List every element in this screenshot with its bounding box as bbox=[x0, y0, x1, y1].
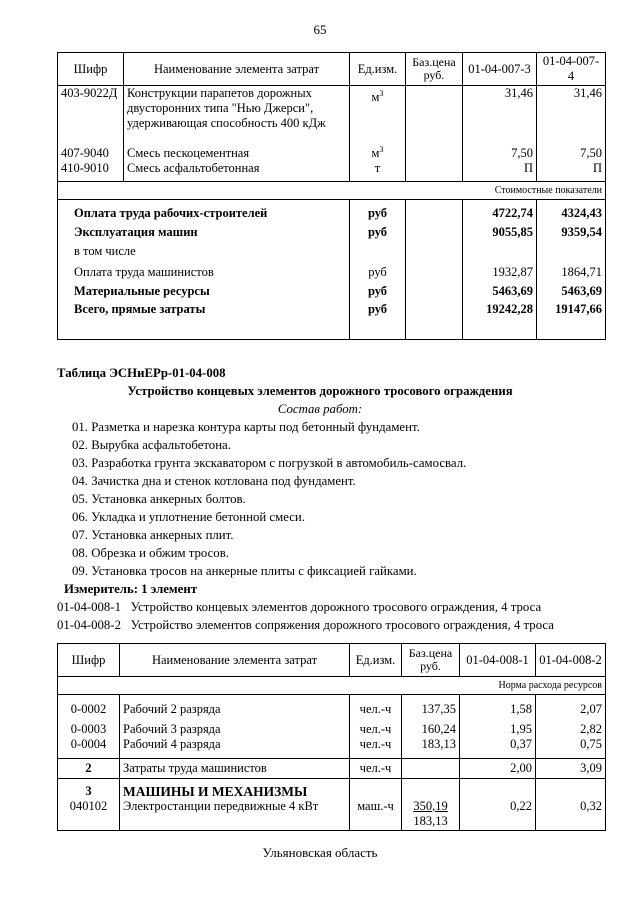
summary-row bbox=[58, 299, 606, 339]
row-code: 040102 bbox=[58, 799, 120, 831]
summary-price bbox=[406, 259, 463, 280]
cost-table-01-04-007 bbox=[57, 52, 606, 340]
header-name: Наименование элемента затрат bbox=[124, 53, 350, 86]
header-unit: Ед.изм. bbox=[350, 53, 406, 86]
row-value-2: 2,82 bbox=[536, 717, 606, 737]
section-label: Стоимостные показатели bbox=[58, 181, 606, 199]
footer-region: Ульяновская область bbox=[262, 845, 378, 860]
row-price-1: 350,19 bbox=[413, 798, 448, 813]
resource-table-01-04-008 bbox=[57, 643, 606, 831]
table-row bbox=[58, 759, 606, 779]
summary-value-1: 19242,28 bbox=[463, 299, 537, 339]
row-price bbox=[406, 131, 463, 161]
row-value-1: 7,50 bbox=[463, 131, 537, 161]
row-value-1: 2,00 bbox=[460, 759, 536, 779]
row-name: Затраты труда машинистов bbox=[120, 759, 350, 779]
row-name: МАШИНЫ И МЕХАНИЗМЫ bbox=[120, 779, 350, 799]
summary-row bbox=[58, 199, 606, 221]
summary-price bbox=[406, 221, 463, 240]
row-price: 160,24 bbox=[402, 717, 460, 737]
row-unit: чел.-ч bbox=[350, 695, 402, 717]
summary-value-2: 1864,71 bbox=[537, 259, 606, 280]
row-code: 2 bbox=[58, 759, 120, 779]
row-unit: чел.-ч bbox=[350, 717, 402, 737]
row-unit: чел.-ч bbox=[350, 737, 402, 759]
header-price: Баз.цена руб. bbox=[402, 644, 460, 677]
summary-unit: руб bbox=[350, 199, 406, 221]
row-price-2: 183,13 bbox=[413, 813, 448, 828]
row-code: 3 bbox=[58, 779, 120, 799]
row-code: 0-0002 bbox=[58, 695, 120, 717]
header-name: Наименование элемента затрат bbox=[120, 644, 350, 677]
works-list bbox=[72, 418, 466, 580]
row-code: 407-9040 bbox=[58, 131, 124, 161]
row-name-line: Конструкции парапетов дорожных bbox=[127, 86, 312, 100]
row-unit: чел.-ч bbox=[350, 759, 402, 779]
summary-value-1 bbox=[463, 240, 537, 259]
row-value-2: 0,75 bbox=[536, 737, 606, 759]
header-code: Шифр bbox=[58, 53, 124, 86]
row-code: 403-9022Д bbox=[58, 86, 124, 132]
table-row bbox=[58, 737, 606, 759]
summary-value-2: 19147,66 bbox=[537, 299, 606, 339]
row-name bbox=[124, 86, 350, 132]
row-value-1: 0,37 bbox=[460, 737, 536, 759]
row-name-line: двусторонних типа "Нью Джерси", bbox=[127, 101, 314, 115]
list-item: 08. Обрезка и обжим тросов. bbox=[72, 546, 229, 560]
summary-unit: руб bbox=[350, 259, 406, 280]
row-value-1: 1,95 bbox=[460, 717, 536, 737]
section-label-row bbox=[58, 181, 606, 199]
summary-name: Всего, прямые затраты bbox=[58, 299, 350, 339]
row-name: Смесь асфальтобетонная bbox=[124, 161, 350, 181]
summary-name: Оплата труда машинистов bbox=[58, 259, 350, 280]
list-item: 02. Вырубка асфальтобетона. bbox=[72, 438, 231, 452]
summary-row bbox=[58, 280, 606, 299]
table-row bbox=[58, 779, 606, 799]
item-code: 01-04-008-2 bbox=[57, 618, 121, 632]
row-value-2: 2,07 bbox=[536, 695, 606, 717]
list-item: 09. Установка тросов на анкерные плиты с фиксацией гайками. bbox=[72, 564, 417, 578]
row-value-2: 0,32 bbox=[536, 799, 606, 831]
header-col-1: 01-04-007-3 bbox=[463, 53, 537, 86]
header-price: Баз.цена руб. bbox=[406, 53, 463, 86]
item-code: 01-04-008-1 bbox=[57, 600, 121, 614]
table-row bbox=[58, 86, 606, 132]
row-value-1 bbox=[460, 779, 536, 799]
row-value-1: 0,22 bbox=[460, 799, 536, 831]
row-unit: $м^3$ bbox=[350, 131, 406, 161]
summary-price bbox=[406, 280, 463, 299]
summary-value-1: 5463,69 bbox=[463, 280, 537, 299]
table-row bbox=[58, 131, 606, 161]
row-price: 183,13 bbox=[402, 737, 460, 759]
row-price bbox=[402, 759, 460, 779]
section-label: Норма расхода ресурсов bbox=[58, 677, 606, 695]
table-row bbox=[58, 799, 606, 831]
table-row bbox=[58, 161, 606, 181]
summary-name: Эксплуатация машин bbox=[58, 221, 350, 240]
row-name: Рабочий 2 разряда bbox=[120, 695, 350, 717]
summary-value-2 bbox=[537, 240, 606, 259]
summary-name: Оплата труда рабочих-строителей bbox=[58, 199, 350, 221]
list-item: 04. Зачистка дна и стенок котлована под фундамент. bbox=[72, 474, 356, 488]
item-text: Устройство концевых элементов дорожного тросового ограждения, 4 троса bbox=[130, 600, 542, 614]
header-col-1: 01-04-008-1 bbox=[460, 644, 536, 677]
row-unit: т bbox=[350, 161, 406, 181]
table-row bbox=[58, 717, 606, 737]
row-price: 137,35 bbox=[402, 695, 460, 717]
summary-unit: руб bbox=[350, 299, 406, 339]
row-price bbox=[402, 779, 460, 799]
measure-unit: Измеритель: 1 элемент bbox=[64, 582, 197, 596]
summary-value-1: 9055,85 bbox=[463, 221, 537, 240]
row-unit: $м^3$ bbox=[350, 86, 406, 132]
summary-value-1: 4722,74 bbox=[463, 199, 537, 221]
summary-price bbox=[406, 199, 463, 221]
list-item: 06. Укладка и уплотнение бетонной смеси. bbox=[72, 510, 305, 524]
summary-row bbox=[58, 221, 606, 240]
summary-name: в том числе bbox=[58, 240, 350, 259]
row-value-2: 7,50 bbox=[537, 131, 606, 161]
row-value-2 bbox=[536, 779, 606, 799]
summary-price bbox=[406, 299, 463, 339]
section-label-row bbox=[58, 677, 606, 695]
row-name: Смесь пескоцементная bbox=[124, 131, 350, 161]
row-value-2: П bbox=[537, 161, 606, 181]
header-code: Шифр bbox=[58, 644, 120, 677]
summary-row bbox=[58, 259, 606, 280]
summary-value-2: 9359,54 bbox=[537, 221, 606, 240]
row-unit: маш.-ч bbox=[350, 799, 402, 831]
row-name: Рабочий 3 разряда bbox=[120, 717, 350, 737]
item-entry bbox=[57, 616, 554, 634]
table-row bbox=[58, 695, 606, 717]
summary-unit bbox=[350, 240, 406, 259]
summary-name: Материальные ресурсы bbox=[58, 280, 350, 299]
table-title: Таблица ЭСНиЕРр-01-04-008 bbox=[57, 366, 226, 380]
header-col-2: 01-04-008-2 bbox=[536, 644, 606, 677]
header-col-2: 01-04-007-4 bbox=[537, 53, 606, 86]
row-price bbox=[406, 86, 463, 132]
list-item: 07. Установка анкерных плит. bbox=[72, 528, 234, 542]
row-name-line: удерживающая способность 400 кДж bbox=[127, 116, 326, 130]
header-unit: Ед.изм. bbox=[350, 644, 402, 677]
row-value-2: 31,46 bbox=[537, 86, 606, 132]
row-code: 0-0003 bbox=[58, 717, 120, 737]
row-value-2: 3,09 bbox=[536, 759, 606, 779]
summary-value-1: 1932,87 bbox=[463, 259, 537, 280]
summary-price bbox=[406, 240, 463, 259]
summary-value-2: 5463,69 bbox=[537, 280, 606, 299]
row-value-1: 31,46 bbox=[463, 86, 537, 132]
row-value-1: П bbox=[463, 161, 537, 181]
item-entry bbox=[57, 598, 541, 616]
section-title: Устройство концевых элементов дорожного тросового ограждения bbox=[127, 384, 513, 398]
row-unit bbox=[350, 779, 402, 799]
table-header-row bbox=[58, 53, 606, 86]
row-name: Рабочий 4 разряда bbox=[120, 737, 350, 759]
list-item: 05. Установка анкерных болтов. bbox=[72, 492, 246, 506]
summary-row bbox=[58, 240, 606, 259]
list-item: 03. Разработка грунта экскаватором с погрузкой в автомобиль-самосвал. bbox=[72, 456, 467, 470]
item-text: Устройство элементов сопряжения дорожного тросового ограждения, 4 троса bbox=[130, 618, 554, 632]
row-code: 0-0004 bbox=[58, 737, 120, 759]
row-code: 410-9010 bbox=[58, 161, 124, 181]
row-value-1: 1,58 bbox=[460, 695, 536, 717]
row-price bbox=[402, 799, 460, 831]
works-title: Состав работ: bbox=[277, 402, 363, 416]
page-number: 65 bbox=[313, 22, 327, 37]
row-price bbox=[406, 161, 463, 181]
summary-unit: руб bbox=[350, 221, 406, 240]
list-item: 01. Разметка и нарезка контура карты под бетонный фундамент. bbox=[72, 420, 420, 434]
table-header-row bbox=[58, 644, 606, 677]
summary-unit: руб bbox=[350, 280, 406, 299]
summary-value-2: 4324,43 bbox=[537, 199, 606, 221]
row-name: Электростанции передвижные 4 кВт bbox=[120, 799, 350, 831]
